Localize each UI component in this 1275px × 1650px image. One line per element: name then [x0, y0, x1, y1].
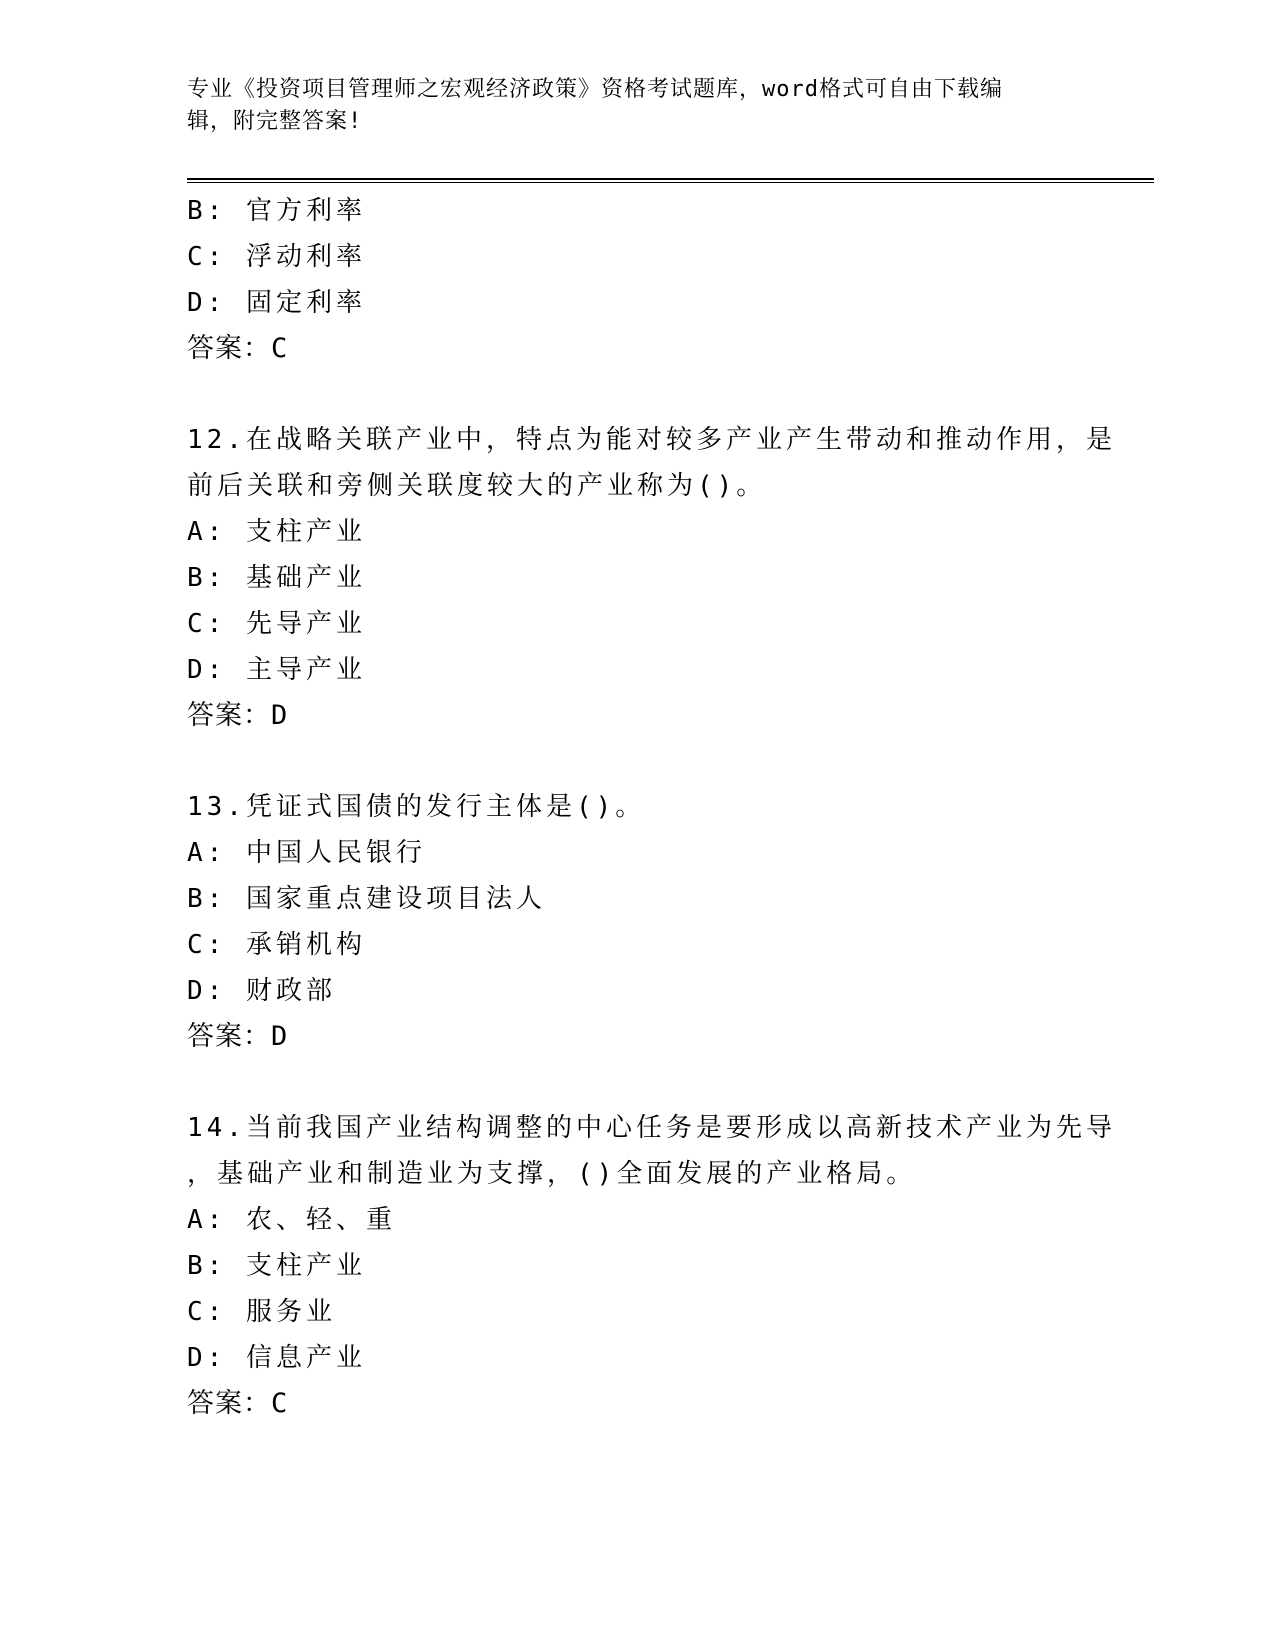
option-d	[187, 1335, 1087, 1381]
option-b	[187, 188, 1087, 234]
option-c	[187, 1289, 1087, 1335]
answer-value: D	[271, 1021, 289, 1052]
answer-line	[187, 693, 1087, 739]
option-d	[187, 280, 1087, 326]
answer-value: D	[271, 700, 289, 731]
option-text: 基础产业	[245, 563, 366, 593]
option-text: 财政部	[245, 976, 336, 1006]
option-label: D:	[187, 655, 227, 685]
option-label: A:	[187, 1205, 227, 1235]
option-label: A:	[187, 517, 227, 547]
answer-prefix: 答案：	[187, 1021, 271, 1052]
option-label: C:	[187, 1297, 227, 1327]
option-a	[187, 1197, 1087, 1243]
option-label: D:	[187, 1343, 227, 1373]
question-stem-continued: ，基础产业和制造业为支撑，()全面发展的产业格局。	[187, 1159, 917, 1189]
option-text: 固定利率	[245, 288, 366, 318]
option-text: 信息产业	[245, 1343, 366, 1373]
question-11-tail	[187, 188, 1087, 372]
header-line-2: 辑，附完整答案!	[187, 109, 363, 134]
option-c	[187, 601, 1087, 647]
option-label: C:	[187, 930, 227, 960]
option-b	[187, 555, 1087, 601]
header-divider	[187, 178, 1154, 183]
option-label: B:	[187, 1251, 227, 1281]
option-text: 先导产业	[245, 609, 366, 639]
option-c	[187, 234, 1087, 280]
answer-line	[187, 326, 1087, 372]
option-text: 官方利率	[245, 196, 366, 226]
header-line-1: 专业《投资项目管理师之宏观经济政策》资格考试题库，word格式可自由下载编	[187, 77, 1003, 102]
option-a	[187, 830, 1087, 876]
option-label: D:	[187, 976, 227, 1006]
option-c	[187, 922, 1087, 968]
page-header	[187, 74, 1067, 138]
option-b	[187, 1243, 1087, 1289]
option-text: 服务业	[245, 1297, 336, 1327]
question-stem: 12.在战略关联产业中，特点为能对较多产业产生带动和推动作用，是	[187, 425, 1116, 455]
option-label: C:	[187, 242, 227, 272]
question-stem: 14.当前我国产业结构调整的中心任务是要形成以高新技术产业为先导	[187, 1113, 1116, 1143]
question-13	[187, 784, 1087, 1060]
option-d	[187, 968, 1087, 1014]
option-label: B:	[187, 196, 227, 226]
question-content	[187, 188, 1116, 1427]
option-b	[187, 876, 1087, 922]
option-text: 中国人民银行	[245, 838, 426, 868]
option-text: 支柱产业	[245, 1251, 366, 1281]
answer-value: C	[271, 333, 289, 364]
option-label: D:	[187, 288, 227, 318]
option-a	[187, 509, 1087, 555]
answer-line	[187, 1381, 1087, 1427]
option-label: C:	[187, 609, 227, 639]
option-text: 农、轻、重	[245, 1205, 396, 1235]
question-stem: 13.凭证式国债的发行主体是()。	[187, 792, 646, 822]
answer-value: C	[271, 1388, 289, 1419]
answer-prefix: 答案：	[187, 700, 271, 731]
answer-prefix: 答案：	[187, 333, 271, 364]
option-label: B:	[187, 884, 227, 914]
question-stem-continued: 前后关联和旁侧关联度较大的产业称为()。	[187, 471, 767, 501]
answer-prefix: 答案：	[187, 1388, 271, 1419]
option-text: 主导产业	[245, 655, 366, 685]
question-14	[187, 1105, 1116, 1427]
option-label: A:	[187, 838, 227, 868]
option-text: 浮动利率	[245, 242, 366, 272]
question-12	[187, 417, 1116, 739]
option-label: B:	[187, 563, 227, 593]
option-d	[187, 647, 1087, 693]
option-text: 支柱产业	[245, 517, 366, 547]
option-text: 国家重点建设项目法人	[245, 884, 546, 914]
answer-line	[187, 1014, 1087, 1060]
option-text: 承销机构	[245, 930, 366, 960]
